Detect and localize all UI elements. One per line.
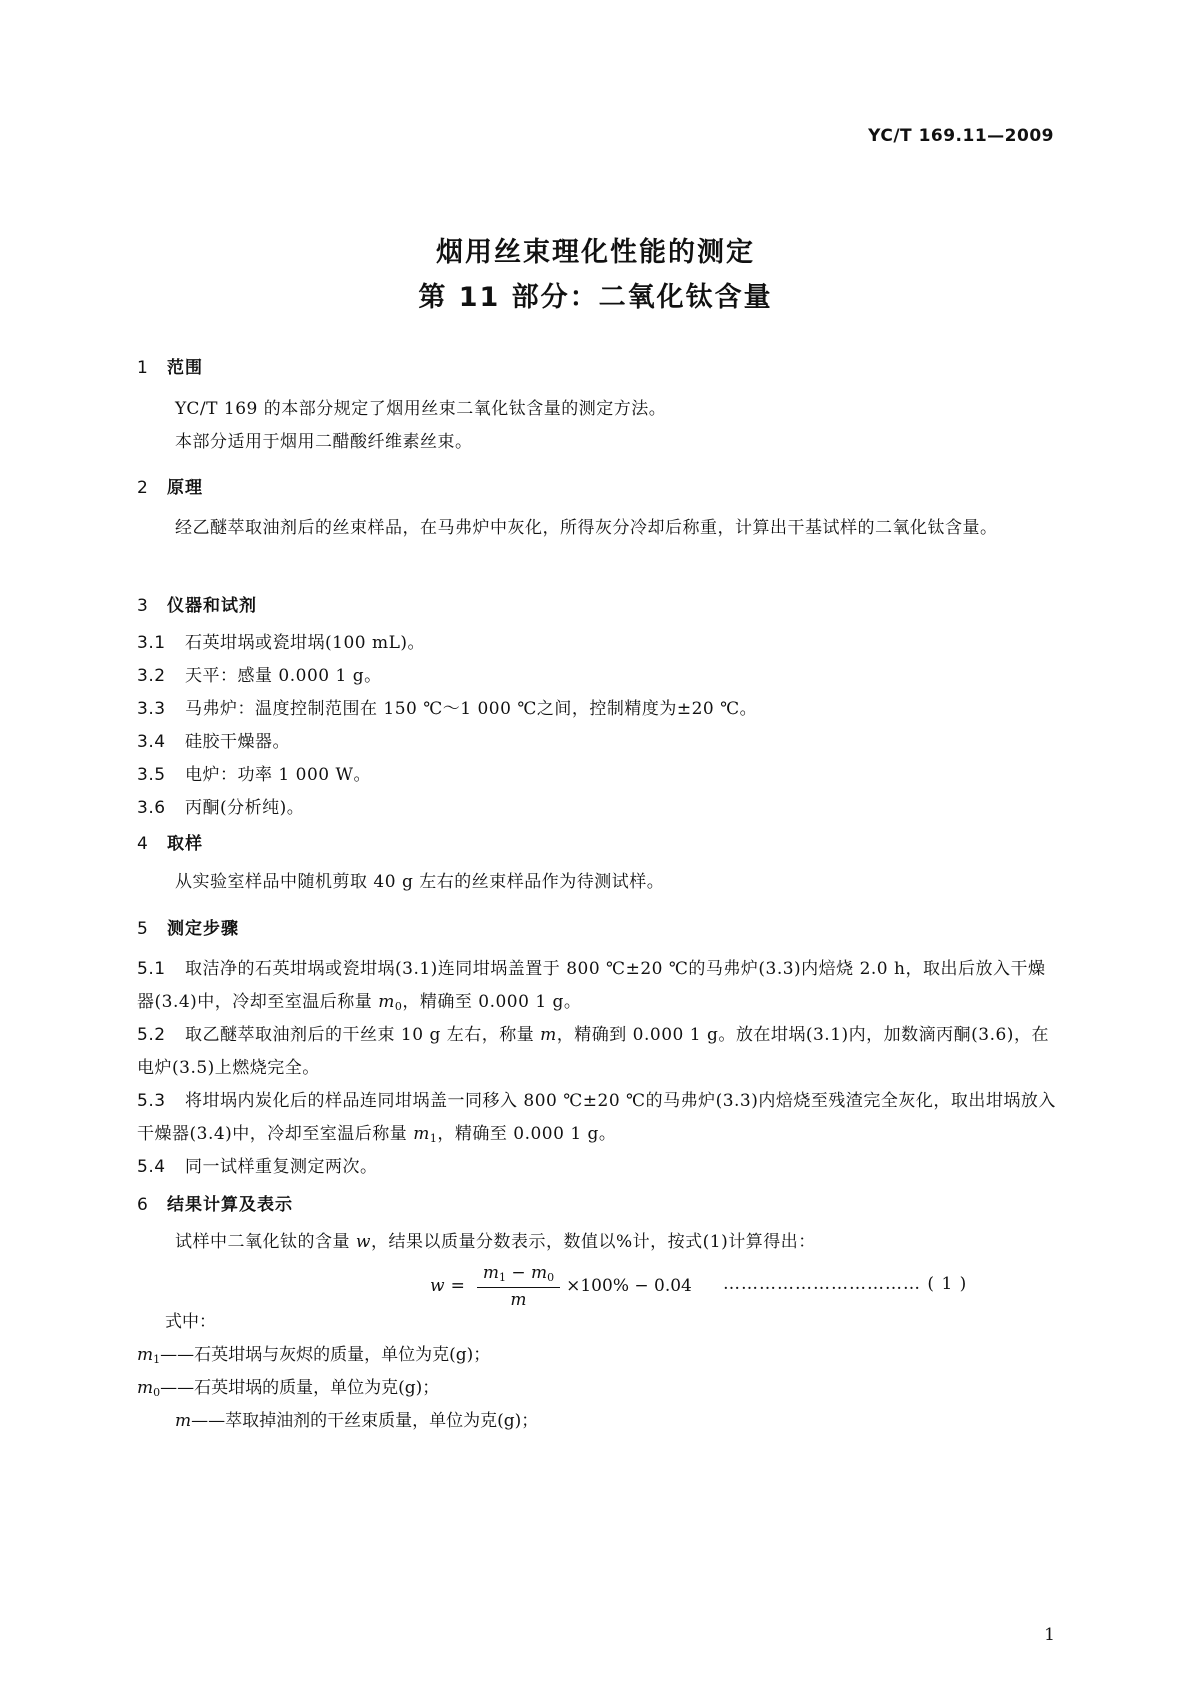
item-number: 3.6 (137, 798, 166, 818)
item-text: 电炉：功率 1 000 W。 (185, 765, 371, 785)
item-number: 3.2 (137, 666, 166, 686)
section-title: 结果计算及表示 (167, 1195, 293, 1215)
list-item (137, 660, 1057, 693)
paragraph: 从实验室样品中随机剪取 40 g 左右的丝束样品作为待测试样。 (175, 872, 665, 892)
variable-definition: $m_0——$石英坩埚的质量，单位为克(g)； (137, 1378, 440, 1399)
item-text: 硅胶干燥器。 (185, 732, 290, 752)
item-number: 3.4 (137, 732, 166, 752)
fraction-numerator: $m_1 - m_0$ (477, 1263, 560, 1288)
item-text: 天平：感量 0.000 1 g。 (185, 666, 382, 686)
procedure-step: 5.1 取洁净的石英坩埚或瓷坩埚(3.1)连同坩埚盖置于 800 ℃±20 ℃的马弗炉(3.3)内焙烧 2.0 h，取出后放入干燥器(3.4)中，冷却至室温后称量 $m_0$，精确至 0.000 1 g。 (137, 953, 1057, 1023)
where-label: 式中： (165, 1312, 216, 1332)
item-number: 3.5 (137, 765, 166, 785)
section-title: 取样 (167, 834, 203, 854)
list-item (137, 759, 1057, 792)
item-text: 丙酮(分析纯)。 (185, 798, 305, 818)
formula-equals: = (450, 1276, 465, 1296)
variable-m: m (540, 1025, 557, 1045)
list-item (137, 627, 1057, 660)
section-number: 5 (137, 919, 149, 939)
section-title: 测定步骤 (167, 919, 239, 939)
document-subtitle: 第 11 部分：二氧化钛含量 (418, 282, 773, 313)
variable-m: m (378, 992, 395, 1012)
formula (430, 1262, 692, 1310)
item-number: 5.2 (137, 1025, 166, 1045)
paragraph: 本部分适用于烟用二醋酸纤维素丝束。 (175, 432, 473, 452)
formula-fraction (477, 1263, 560, 1310)
section-heading-principle (137, 473, 203, 498)
list-item (137, 693, 1057, 726)
paragraph: 经乙醚萃取油剂后的丝束样品，在马弗炉中灰化，所得灰分冷却后称重，计算出干基试样的二氧化钛含量。 (175, 518, 998, 538)
section-heading-scope (137, 353, 203, 378)
section-heading-calculation (137, 1190, 293, 1215)
list-item (137, 726, 1057, 759)
section-number: 6 (137, 1195, 149, 1215)
item-number: 5.4 (137, 1157, 166, 1177)
section-number: 4 (137, 834, 149, 854)
item-number: 5.1 (137, 959, 166, 979)
section-number: 3 (137, 596, 149, 616)
variable-definition: m——萃取掉油剂的干丝束质量，单位为克(g)； (175, 1411, 539, 1431)
document-title: 烟用丝束理化性能的测定 (436, 237, 755, 268)
procedure-step: 5.2 取乙醚萃取油剂后的干丝束 10 g 左右，称量 m，精确到 0.000 1 g。放在坩埚(3.1)内，加数滴丙酮(3.6)，在电炉(3.5)上燃烧完全。 (137, 1019, 1057, 1085)
variable-definition: $m_1——$石英坩埚与灰烬的质量，单位为克(g)； (137, 1345, 491, 1366)
section-heading-procedure (137, 914, 239, 939)
item-number: 5.3 (137, 1091, 166, 1111)
section-title: 范围 (167, 358, 203, 378)
equation-number: …………………………… ( 1 ) (723, 1274, 968, 1294)
section-title: 原理 (167, 478, 203, 498)
item-number: 3.3 (137, 699, 166, 719)
standard-code: YC/T 169.11—2009 (868, 126, 1054, 146)
list-item (137, 792, 1057, 825)
section-heading-sampling (137, 829, 203, 854)
variable-w: w (355, 1232, 371, 1252)
item-text: 石英坩埚或瓷坩埚(100 mL)。 (185, 633, 426, 653)
formula-lhs: w (430, 1276, 445, 1296)
section-heading-apparatus (137, 591, 257, 616)
item-text: 马弗炉：温度控制范围在 150 ℃～1 000 ℃之间，控制精度为±20 ℃。 (185, 699, 758, 719)
procedure-step: 5.4 同一试样重复测定两次。 (137, 1151, 1057, 1184)
fraction-denominator: m (510, 1289, 527, 1310)
paragraph: 试样中二氧化钛的含量 w，结果以质量分数表示，数值以%计，按式(1)计算得出： (175, 1232, 816, 1252)
formula-tail: ×100% − 0.04 (566, 1276, 692, 1296)
page-number: 1 (1044, 1625, 1055, 1645)
section-number: 2 (137, 478, 149, 498)
variable-m: m (413, 1124, 430, 1144)
section-title: 仪器和试剂 (167, 596, 257, 616)
procedure-step: 5.3 将坩埚内炭化后的样品连同坩埚盖一同移入 800 ℃±20 ℃的马弗炉(3.3)内焙烧至残渣完全灰化，取出坩埚放入干燥器(3.4)中，冷却至室温后称量 $m_1$，精确至 0.000 1 g。 (137, 1085, 1057, 1155)
item-number: 3.1 (137, 633, 166, 653)
section-number: 1 (137, 358, 149, 378)
paragraph: YC/T 169 的本部分规定了烟用丝束二氧化钛含量的测定方法。 (175, 399, 667, 419)
